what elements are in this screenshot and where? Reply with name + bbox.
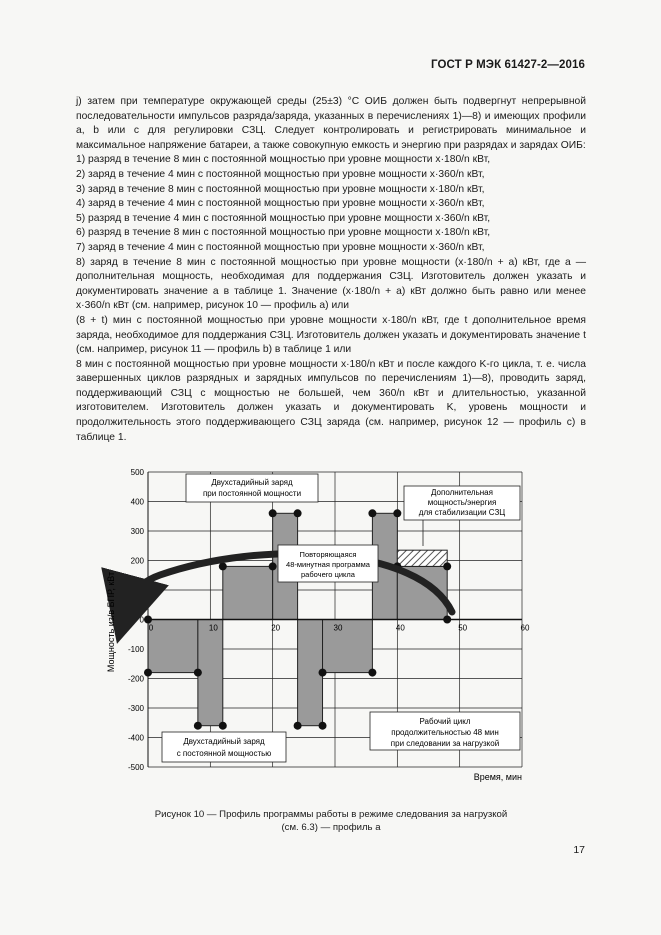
list-item: 4) заряд в течение 4 мин с постоянной мощностью при уровне мощности x·360/n кВт, <box>76 198 485 210</box>
profile-point <box>294 722 302 730</box>
y-tick-label: 100 <box>130 586 144 595</box>
caption-line-2: (см. 6.3) — профиль a <box>281 822 381 833</box>
profile-point <box>144 616 152 624</box>
x-tick-label: 10 <box>208 623 218 633</box>
annotation-line: для стабилизации СЗЦ <box>418 508 506 517</box>
y-axis-label: Мощность из/в БПР, кВт <box>106 571 116 673</box>
list-item: 5) разряд в течение 4 мин с постоянной мощностью при уровне мощности x·360/n кВт, <box>76 212 491 224</box>
profile-point <box>443 616 451 624</box>
list-item: 6) разряд в течение 8 мин с постоянной мощностью при уровне мощности x·180/n кВт, <box>76 227 491 239</box>
annotation-work-cycle <box>370 712 520 750</box>
caption-line-1: Рисунок 10 — Профиль программы работы в режиме следования за нагрузкой <box>154 809 508 820</box>
annotation-line: продолжительностью 48 мин <box>391 728 499 737</box>
y-tick-label: -200 <box>127 674 144 684</box>
profile-point <box>443 562 451 570</box>
x-tick-label: 50 <box>458 623 468 633</box>
annotation-line: Повторяющаяся <box>299 550 357 559</box>
annotation-line: Двухстадийный заряд <box>183 737 265 746</box>
profile-point <box>319 722 327 730</box>
profile-point <box>294 509 302 517</box>
profile-point <box>269 509 277 517</box>
annotation-line: рабочего цикла <box>301 570 355 579</box>
figure-10-chart <box>100 460 540 790</box>
profile-bar <box>223 566 273 619</box>
profile-point <box>144 669 152 677</box>
annotation-line: с постоянной мощностью <box>176 749 272 758</box>
list-item: 2) заряд в течение 4 мин с постоянной мощностью при уровне мощности x·360/n кВт, <box>76 168 485 180</box>
document-standard-header: ГОСТ Р МЭК 61427-2—2016 <box>431 59 585 71</box>
annotation-line: при постоянной мощности <box>202 489 302 498</box>
page-number: 17 <box>573 844 585 856</box>
annotation-line: Рабочий цикл <box>419 717 471 726</box>
x-tick-label: 20 <box>271 623 281 633</box>
item-8c-paragraph: 8 мин с постоянной мощностью при уровне мощности x·180/n кВт и после каждого K-го цикла, т. е. числа завершенных циклов разрядных и зарядных импульсов по перечислениям 1)—8), проводить заряд, поддерживающий СЗЦ с мощностью не большей, чем 360/n кВт и длительностью, указанной изготовителем. Изготовитель должен указать и документировать K, уровень мощности и продолжительность этого поддерживающего СЗЦ заряда (см. например, рисунок 12 — профиль c) в таблице 1. <box>76 358 586 443</box>
annotation-line: при следовании за нагрузкой <box>390 739 500 748</box>
profile-point <box>393 509 401 517</box>
profile-point <box>219 562 227 570</box>
chart-extra-power <box>397 550 447 566</box>
x-tick-label: 0 <box>148 623 154 633</box>
annotation-line: 48-минутная программа <box>286 560 370 569</box>
x-tick-label: 40 <box>395 623 405 633</box>
power-profile-chart <box>100 460 540 790</box>
figure-caption <box>76 808 586 834</box>
profile-point <box>368 509 376 517</box>
annotation-two-stage-bottom <box>162 732 286 762</box>
x-tick-label: 30 <box>333 623 343 633</box>
profile-bar <box>323 620 373 673</box>
annotation-additional-power <box>404 486 520 546</box>
profile-point <box>319 669 327 677</box>
items-list <box>76 153 586 255</box>
profile-point <box>269 562 277 570</box>
body-text <box>76 95 586 445</box>
item-8-paragraph: 8) заряд в течение 8 мин с постоянной мощностью при уровне мощности (x·180/n + a) кВт, где a — дополнительная мощность, необходимая для поддержания СЗЦ. Изготовитель должен указать и документировать значение a в таблице 1. Значение (x·180/n + a) кВт должно быть равно или менее x·360/n кВт (см. например, рисунок 10 — профиль a) или <box>76 256 586 312</box>
profile-point <box>194 669 202 677</box>
annotation-line: мощность/энергия <box>427 498 497 507</box>
profile-point <box>194 722 202 730</box>
item-8b-paragraph: (8 + t) мин с постоянной мощностью при уровне мощности x·180/n кВт, где t дополнительное время заряда, необходимое для поддержания СЗЦ. Изготовитель должен указать и документировать значение t (см. например, рисунок 11 — профиль b) в таблице 1 или <box>76 314 586 356</box>
y-tick-label: 500 <box>130 468 144 477</box>
y-tick-label: -100 <box>127 645 144 654</box>
profile-point <box>368 669 376 677</box>
annotation-line: Двухстадийный заряд <box>211 478 293 487</box>
x-tick-label: 60 <box>520 623 530 633</box>
list-item: 7) заряд в течение 4 мин с постоянной мощностью при уровне мощности x·360/n кВт, <box>76 241 485 253</box>
y-tick-label: 200 <box>130 556 144 566</box>
extra-power-bar <box>397 550 447 566</box>
y-tick-label: 400 <box>130 497 144 507</box>
intro-paragraph: j) затем при температуре окружающей среды (25±3) °С ОИБ должен быть подвергнут непрерывной последовательности импульсов разряда/заряда, указанных в перечислениях 1)—8) и имеющих профили а, b или с для регулировки СЗЦ. Следует контролировать и регистрировать минимальное и максимальное напряжение батареи, а также совокупную емкость и энергию при разрядах и зарядах ОИБ: <box>76 96 586 151</box>
annotation-line: Дополнительная <box>431 488 493 497</box>
y-tick-label: 0 <box>139 615 144 625</box>
list-item: 3) заряд в течение 8 мин с постоянной мощностью при уровне мощности x·180/n кВт, <box>76 183 485 195</box>
profile-bar <box>148 620 198 673</box>
profile-point <box>219 722 227 730</box>
x-axis-label: Время, мин <box>473 772 522 782</box>
list-item: 1) разряд в течение 8 мин с постоянной мощностью при уровне мощности x·180/n кВт, <box>76 154 491 166</box>
y-tick-label: -300 <box>127 704 144 713</box>
annotation-repeating-program <box>278 545 378 582</box>
y-tick-label: -400 <box>127 733 144 743</box>
annotation-two-stage-top <box>186 474 318 502</box>
y-tick-label: 300 <box>130 527 144 536</box>
y-tick-label: -500 <box>127 763 144 772</box>
